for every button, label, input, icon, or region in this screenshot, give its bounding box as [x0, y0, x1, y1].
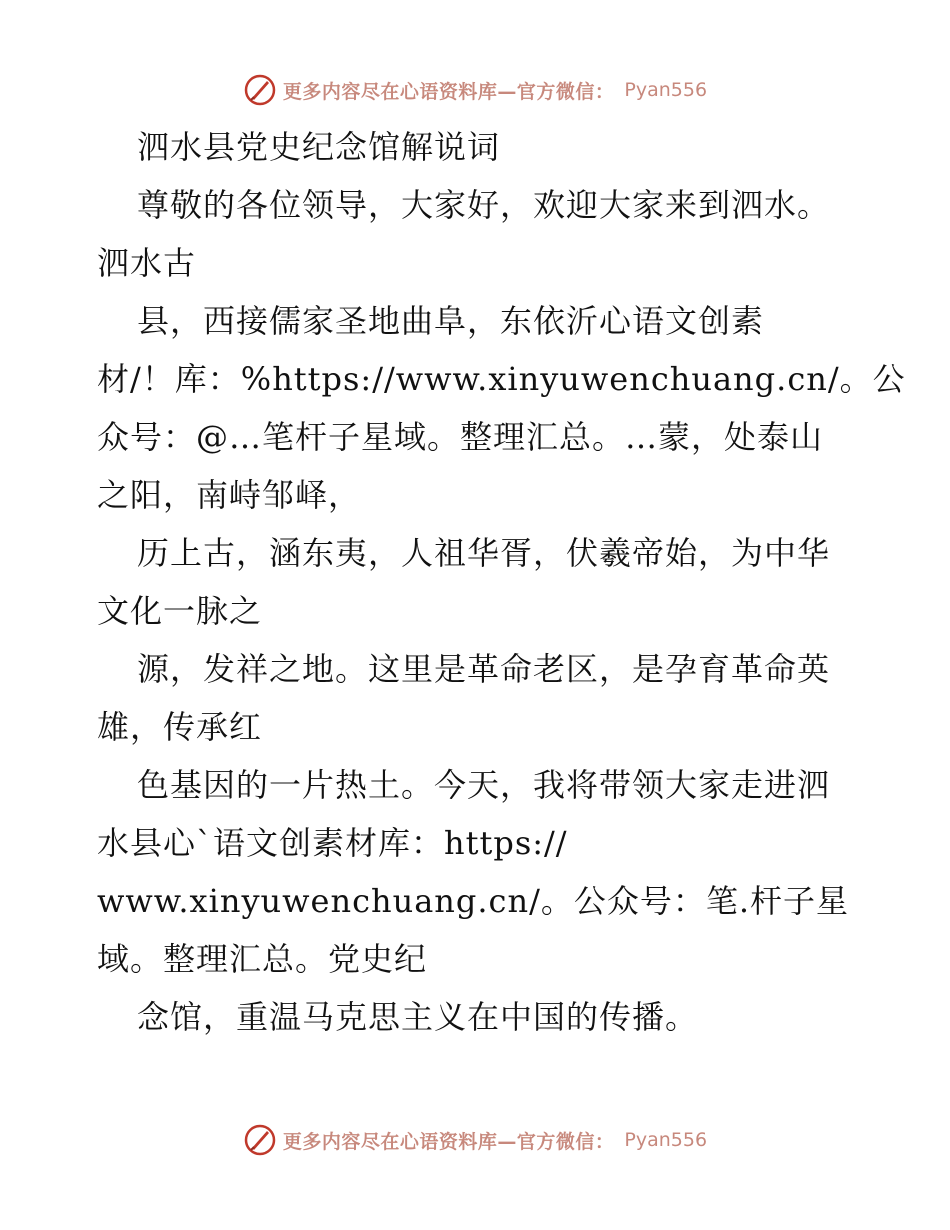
text-line: 材/！库：%https://www.xinyuwenchuang.cn/。公 [97, 360, 906, 398]
text-line: 历上古，涵东夷，人祖华胥，伏羲帝始，为中华 [137, 534, 831, 572]
document-title: 泗水县党史纪念馆解说词 [137, 128, 501, 166]
header-banner [0, 70, 950, 110]
text-line: 源，发祥之地。这里是革命老区，是孕育革命英 [137, 650, 831, 688]
text-line: 众号：@…笔杆子星域。整理汇总。…蒙，处泰山 [97, 418, 824, 456]
text-line: 尊敬的各位领导，大家好，欢迎大家来到泗水。 [137, 186, 831, 224]
text-line: 县，西接儒家圣地曲阜，东依沂心语文创素 [137, 302, 765, 340]
text-line: www.xinyuwenchuang.cn/。公众号：笔.杆子星 [97, 882, 850, 920]
header-banner-text: 更多内容尽在心语资料库—官方微信： [282, 80, 615, 103]
text-line: 泗水古 [97, 244, 197, 282]
footer-wechat-id: Pyan556 [624, 1129, 708, 1151]
footer-banner-text: 更多内容尽在心语资料库—官方微信： [282, 1130, 615, 1153]
header-wechat-id: Pyan556 [624, 79, 708, 101]
text-line: 域。整理汇总。党史纪 [97, 940, 428, 978]
text-line: 之阳，南峙邹峄， [97, 476, 362, 514]
text-line: 色基因的一片热土。今天，我将带领大家走进泗 [137, 766, 831, 804]
text-line: 水县心`语文创素材库：https:// [97, 824, 568, 862]
text-line: 念馆，重温马克思主义在中国的传播。 [137, 998, 699, 1036]
footer-banner [0, 1120, 950, 1160]
document-body [97, 118, 906, 1046]
text-line: 文化一脉之 [97, 592, 263, 630]
quill-logo-icon [243, 73, 277, 107]
text-line: 雄，传承红 [97, 708, 263, 746]
quill-logo-icon [243, 1123, 277, 1157]
